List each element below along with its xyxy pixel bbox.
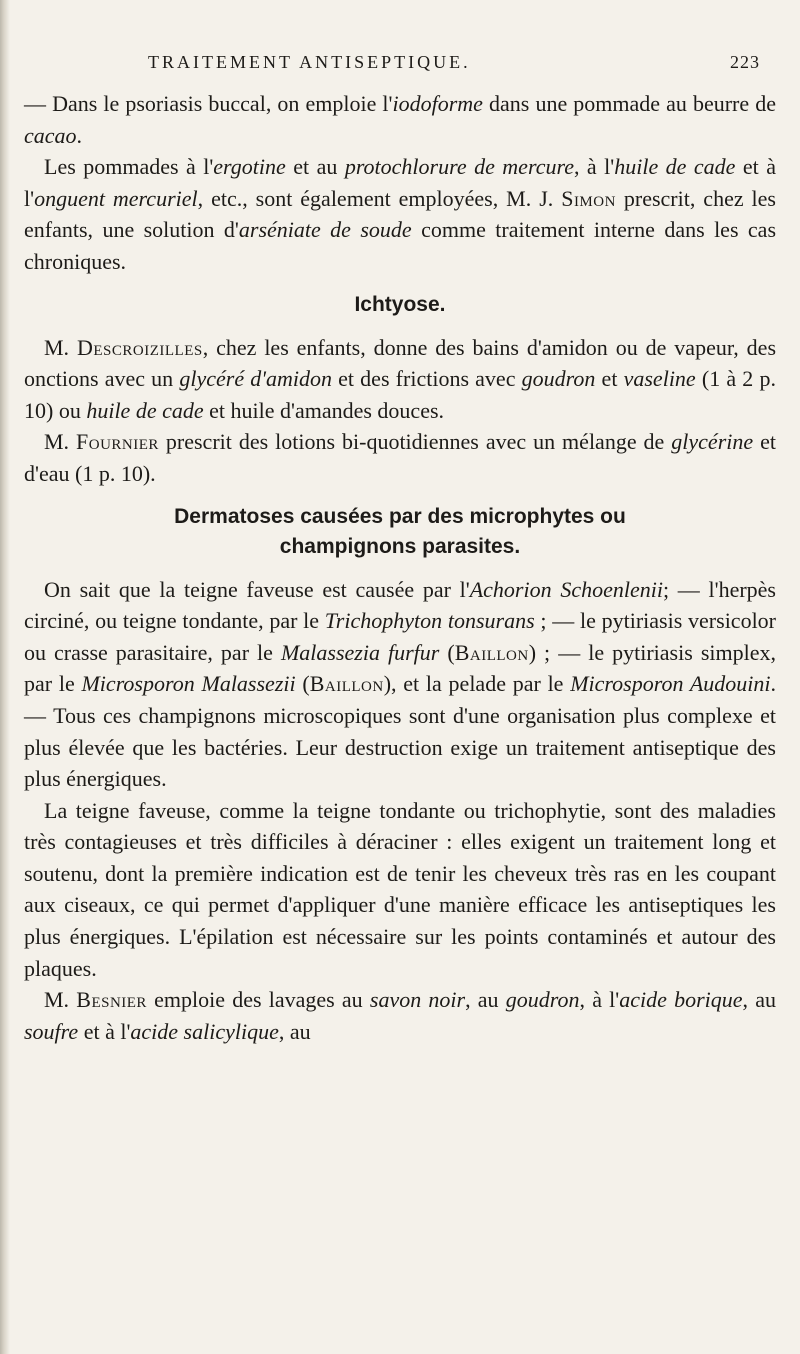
paragraph-teigne-causes: On sait que la teigne faveuse est causée par l'Achorion Schoenlenii; — l'herpès circiné, ou teigne tondante, par le Trichophyton tonsurans ; — le pytiriasis versicolor ou crasse parasitaire, par le Malassezia furfur (Baillon) ; — le pytiriasis simplex, par le Microsporon Malassezii (Baillon), et la pelade par le Microsporon Audouini. — Tous ces champignons microscopiques sont d'une organisation plus complexe et plus élevée que les bactéries. Leur destruction exige un traitement antiseptique des plus énergiques. bbox=[24, 576, 777, 792]
page-edge-shadow bbox=[0, 0, 10, 1354]
paragraph-descroizilles: M. Descroizilles, chez les enfants, donne des bains d'amidon ou de vapeur, des onctions avec un glycéré d'amidon et des frictions avec goudron et vaseline (1 à 2 p. 10) ou huile de cade et huile d'amandes douces. bbox=[24, 334, 777, 423]
section-heading-ichtyose: Ichtyose. bbox=[354, 292, 446, 316]
paragraph-pommades: Les pommades à l'ergotine et au protochlorure de mercure, à l'huile de cade et à l'onguent mercuriel, etc., sont également employées, M. J. Simon prescrit, chez les enfants, une solution d'arséniate de soude comme traitement interne dans les cas chroniques. bbox=[24, 154, 777, 274]
paragraph-besnier: M. Besnier emploie des lavages au savon noir, au goudron, à l'acide borique, au soufre et à l'acide salicylique, au bbox=[24, 987, 777, 1044]
page-number: 223 bbox=[730, 52, 760, 72]
paragraph-teigne-faveuse: La teigne faveuse, comme la teigne tondante ou trichophytie, sont des maladies très contagieuses et très difficiles à déraciner : elles exigent un traitement long et soutenu, dont la première indication est de tenir les cheveux très ras en les coupant aux ciseaux, ce qui permet d'appliquer d'une manière efficace les antiseptiques les plus énergiques. L'épilation est nécessaire sur les points contaminés et autour des plaques. bbox=[24, 797, 776, 981]
paragraph-fournier: M. Fournier prescrit des lotions bi-quotidiennes avec un mélange de glycérine et d'eau (1 p. 10). bbox=[24, 429, 776, 486]
section-heading-dermatoses: Dermatoses causées par des microphytes ou champignons parasites. bbox=[174, 504, 626, 558]
book-page bbox=[24, 0, 780, 1354]
body-text bbox=[24, 88, 776, 1047]
running-title: TRAITEMENT ANTISEPTIQUE. bbox=[148, 52, 471, 72]
paragraph-psoriasis: — Dans le psoriasis buccal, on emploie l'iodoforme dans une pommade au beurre de cacao. bbox=[24, 91, 776, 148]
